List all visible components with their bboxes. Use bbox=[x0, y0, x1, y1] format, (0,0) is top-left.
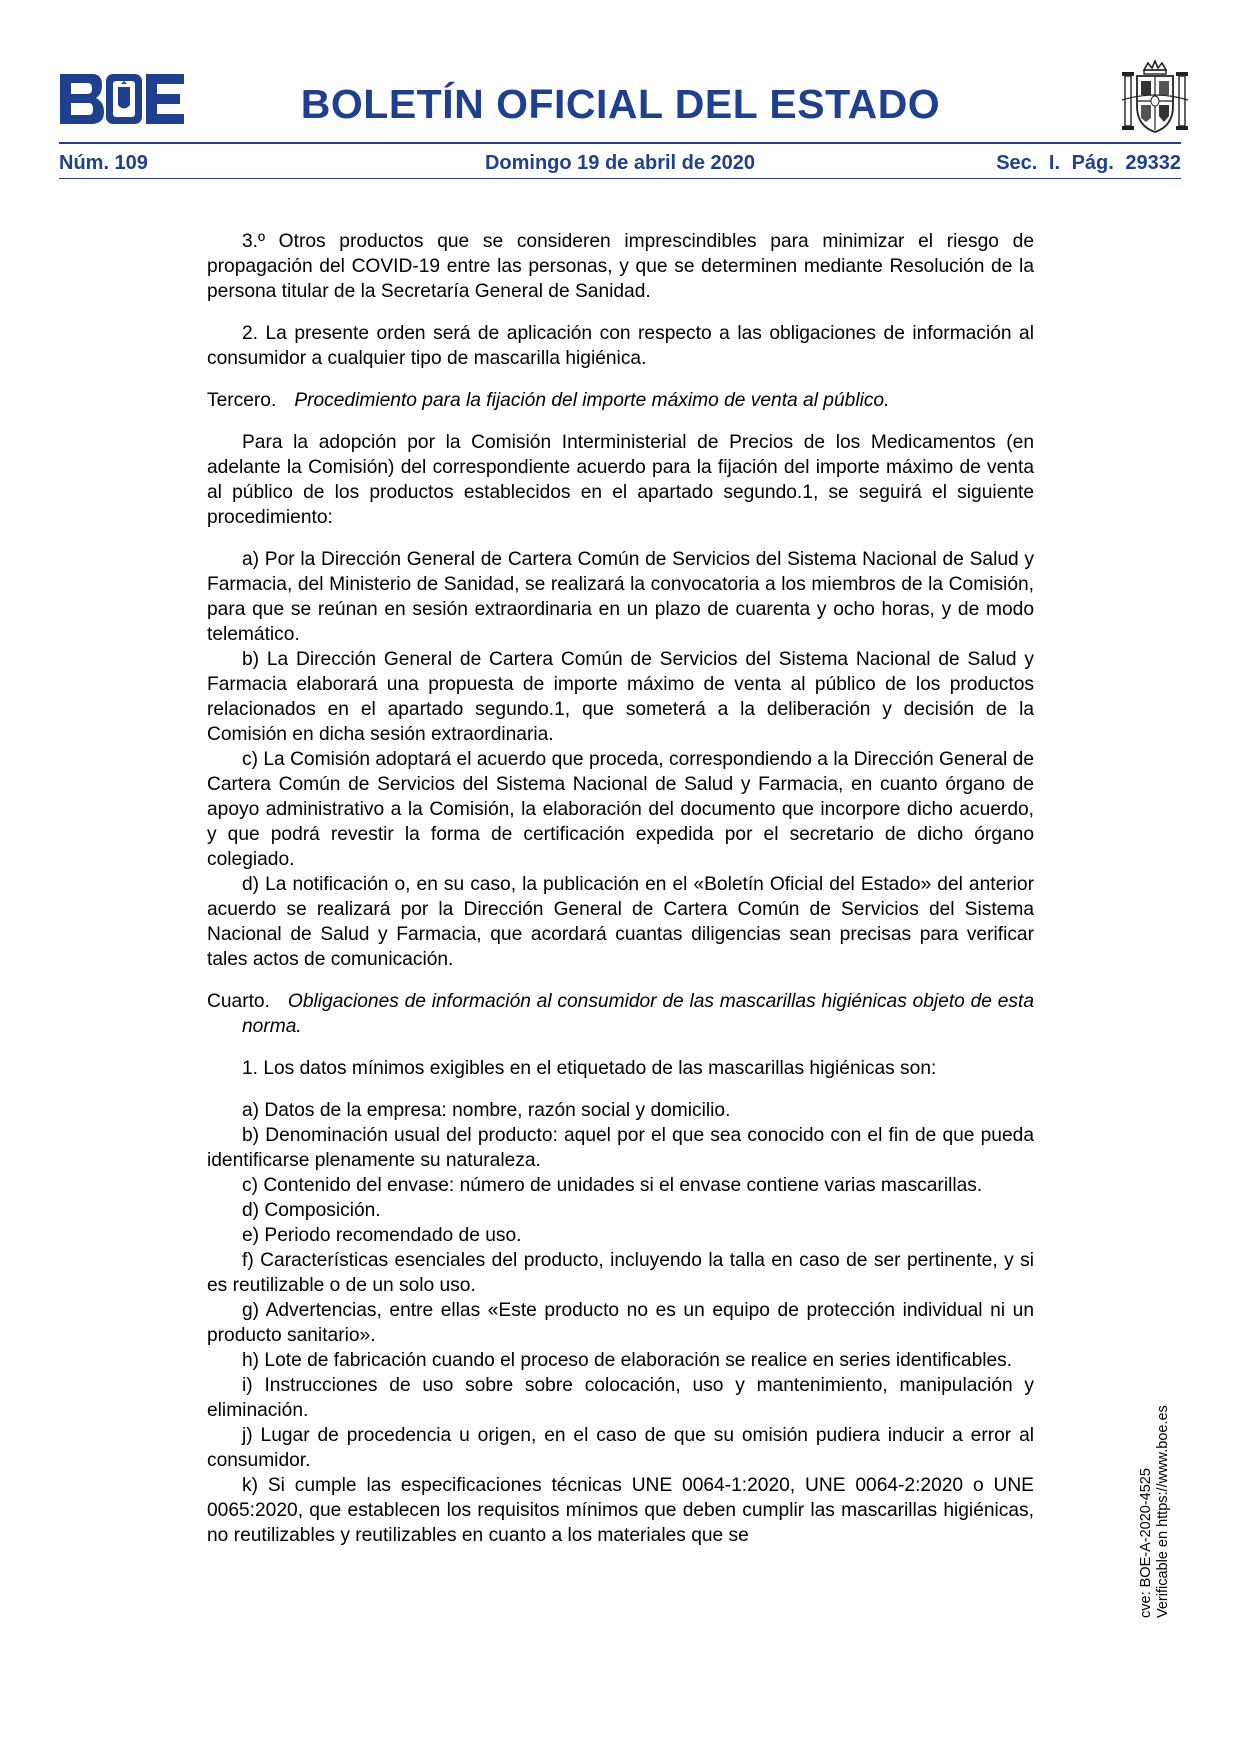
cve-code: cve: BOE-A-2020-4525 bbox=[1138, 1468, 1154, 1618]
list-item: h) Lote de fabricación cuando el proceso de elaboración se realice en series identificables. bbox=[242, 1350, 1013, 1371]
header-divider bbox=[59, 142, 1181, 144]
issue-info-bar bbox=[59, 151, 1181, 175]
section-heading-cuarto bbox=[207, 989, 1034, 1039]
header-divider-bottom bbox=[59, 178, 1181, 179]
list-item: f) Características esenciales del producto, incluyendo la talla en caso de ser pertinente, y si es reutilizable o de un solo uso. bbox=[207, 1250, 1034, 1296]
coat-of-arms-icon bbox=[1120, 60, 1190, 136]
section-title: Obligaciones de información al consumidor de las mascarillas higiénicas objeto de esta norma. bbox=[242, 991, 1034, 1037]
page-title: BOLETÍN OFICIAL DEL ESTADO bbox=[300, 81, 941, 127]
list-item: b) Denominación usual del producto: aquel por el que sea conocido con el fin de que pueda identificarse plenamente su naturaleza. bbox=[207, 1125, 1034, 1171]
section-label: Tercero. bbox=[207, 390, 277, 411]
verification-link[interactable]: Verificable en https://www.boe.es bbox=[1155, 1405, 1171, 1618]
section-page: Sec. I. Pág. 29332 bbox=[996, 152, 1181, 174]
paragraph: 3.º Otros productos que se consideren imprescindibles para minimizar el riesgo de propagación del COVID-19 entre las personas, y que se determinen mediante Resolución de la persona titular de la Secretaría General de Sanidad. bbox=[207, 231, 1034, 302]
list-item: b) La Dirección General de Cartera Común de Servicios del Sistema Nacional de Salud y Farmacia elaborará una propuesta de importe máximo de venta al público de los productos relacionados en el apartado segundo.1, que someterá a la deliberación y decisión de la Comisión en dicha sesión extraordinaria. bbox=[207, 649, 1034, 745]
issue-number: Núm. 109 bbox=[59, 152, 148, 174]
list-item: c) Contenido del envase: número de unidades si el envase contiene varias mascarillas. bbox=[242, 1175, 983, 1196]
section-label: Cuarto. bbox=[207, 991, 270, 1012]
list-item: a) Por la Dirección General de Cartera Común de Servicios del Sistema Nacional de Salud y Farmacia, del Ministerio de Sanidad, se realizará la convocatoria a los miembros de la Comisión, para que se reúnan en sesión extraordinaria en un plazo de cuarenta y ocho horas, y de modo telemático. bbox=[207, 549, 1034, 645]
paragraph: 1. Los datos mínimos exigibles en el etiquetado de las mascarillas higiénicas son: bbox=[242, 1058, 937, 1079]
section-title: Procedimiento para la fijación del importe máximo de venta al público. bbox=[294, 390, 890, 411]
list-item: c) La Comisión adoptará el acuerdo que proceda, correspondiendo a la Dirección General de Cartera Común de Servicios del Sistema Nacional de Salud y Farmacia, en cuanto órgano de apoyo administrativo a la Comisión, la elaboración del documento que incorpore dicho acuerdo, y que podrá revestir la forma de certificación expedida por el secretario de dicho órgano colegiado. bbox=[207, 749, 1034, 870]
list-item: i) Instrucciones de uso sobre sobre colocación, uso y mantenimiento, manipulación y eliminación. bbox=[207, 1375, 1034, 1421]
paragraph: 2. La presente orden será de aplicación con respecto a las obligaciones de información al consumidor a cualquier tipo de mascarilla higiénica. bbox=[207, 323, 1034, 369]
section-heading-tercero bbox=[207, 388, 1034, 413]
list-item: g) Advertencias, entre ellas «Este producto no es un equipo de protección individual ni un producto sanitario». bbox=[207, 1300, 1034, 1346]
document-body bbox=[207, 229, 1034, 1548]
list-item: d) La notificación o, en su caso, la publicación en el «Boletín Oficial del Estado» del anterior acuerdo se realizará por la Dirección General de Cartera Común de Servicios del Sistema Nacional de Salud y Farmacia, que acordará cuantas diligencias sean precisas para verificar tales actos de comunicación. bbox=[207, 874, 1034, 970]
list-item: k) Si cumple las especificaciones técnicas UNE 0064-1:2020, UNE 0064-2:2020 o UNE 0065:2020, que establecen los requisitos mínimos que deben cumplir las mascarillas higiénicas, no reutilizables y reutilizables en cuanto a los materiales que se bbox=[207, 1475, 1034, 1546]
list-item: d) Composición. bbox=[242, 1200, 381, 1221]
list-item: a) Datos de la empresa: nombre, razón social y domicilio. bbox=[242, 1100, 731, 1121]
verification-sidebar bbox=[1138, 1298, 1178, 1618]
paragraph: Para la adopción por la Comisión Interministerial de Precios de los Medicamentos (en adelante la Comisión) del correspondiente acuerdo para la fijación del importe máximo de venta al público de los productos establecidos en el apartado segundo.1, se seguirá el siguiente procedimiento: bbox=[207, 432, 1034, 528]
list-item: e) Periodo recomendado de uso. bbox=[242, 1225, 522, 1246]
issue-date: Domingo 19 de abril de 2020 bbox=[484, 152, 756, 174]
masthead bbox=[0, 0, 1241, 174]
boe-logo-icon bbox=[58, 72, 186, 126]
list-item: j) Lugar de procedencia u origen, en el caso de que su omisión pudiera inducir a error al consumidor. bbox=[207, 1425, 1034, 1471]
